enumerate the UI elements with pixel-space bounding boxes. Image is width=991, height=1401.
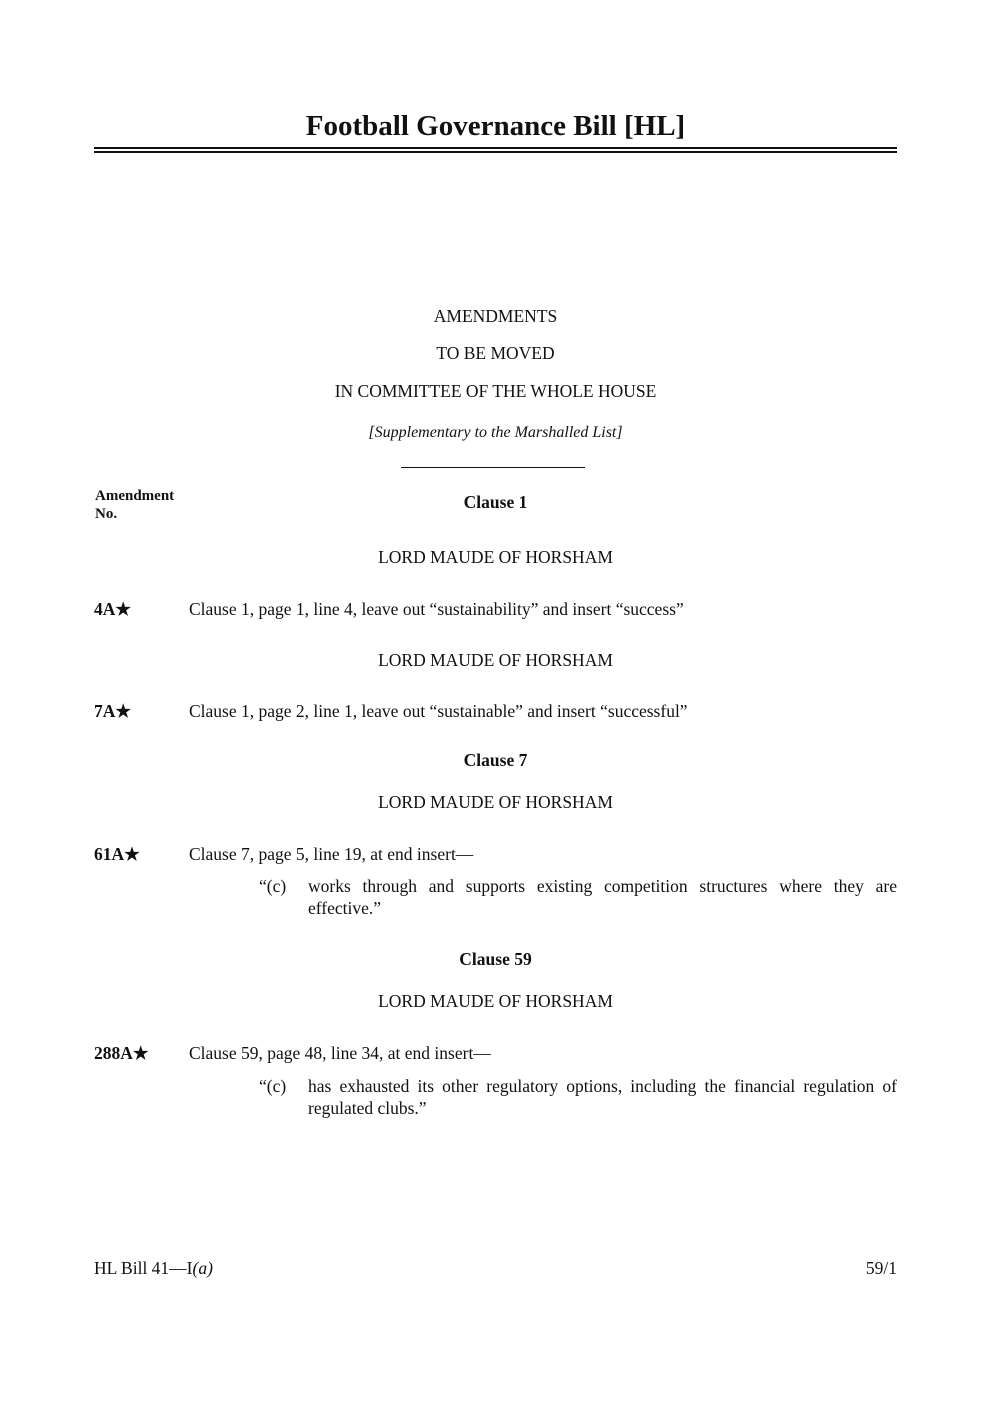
heading-committee: IN COMMITTEE OF THE WHOLE HOUSE [334, 381, 657, 401]
column-header-no: No. [95, 506, 118, 522]
amendment-text: Clause 59, page 48, line 34, at end insert— [189, 1043, 491, 1063]
title-rule-top [94, 147, 897, 149]
footer-bill-reference [94, 1257, 213, 1279]
insert-label: “(c) [259, 1076, 287, 1096]
document-title: Football Governance Bill [HL] [305, 110, 686, 142]
sponsor: LORD MAUDE OF HORSHAM [378, 650, 613, 670]
amendment-number: 7A★ [94, 701, 132, 721]
heading-to-be-moved: TO BE MOVED [436, 343, 555, 363]
sponsor: LORD MAUDE OF HORSHAM [378, 792, 613, 812]
amendment-number: 61A★ [94, 844, 140, 864]
clause-heading: Clause 1 [463, 492, 528, 512]
title-rule-bottom [94, 151, 897, 153]
amendment-text: Clause 7, page 5, line 19, at end insert— [189, 844, 474, 864]
clause-heading: Clause 7 [463, 750, 528, 770]
insert-text: works through and supports existing competition structures where they are effective.” [308, 876, 897, 918]
heading-divider [401, 467, 585, 468]
footer-page-number: 59/1 [865, 1258, 897, 1278]
amendment-text: Clause 1, page 1, line 4, leave out “sustainability” and insert “success” [189, 599, 684, 619]
bill-ref: HL Bill 41—I [94, 1258, 193, 1278]
sponsor: LORD MAUDE OF HORSHAM [378, 547, 613, 567]
sponsor: LORD MAUDE OF HORSHAM [378, 991, 613, 1011]
heading-note: [Supplementary to the Marshalled List] [368, 424, 623, 441]
column-header-amendment: Amendment [95, 488, 175, 504]
insert-label: “(c) [259, 876, 287, 896]
amendment-text: Clause 1, page 2, line 1, leave out “sustainable” and insert “successful” [189, 701, 688, 721]
bill-ref-suffix: (a) [192, 1258, 213, 1278]
heading-amendments: AMENDMENTS [433, 306, 558, 326]
amendment-number: 4A★ [94, 599, 132, 619]
amendment-number: 288A★ [94, 1043, 149, 1063]
clause-heading: Clause 59 [459, 949, 532, 969]
insert-text: has exhausted its other regulatory options, including the financial regulation of regulated clubs.” [308, 1076, 897, 1118]
